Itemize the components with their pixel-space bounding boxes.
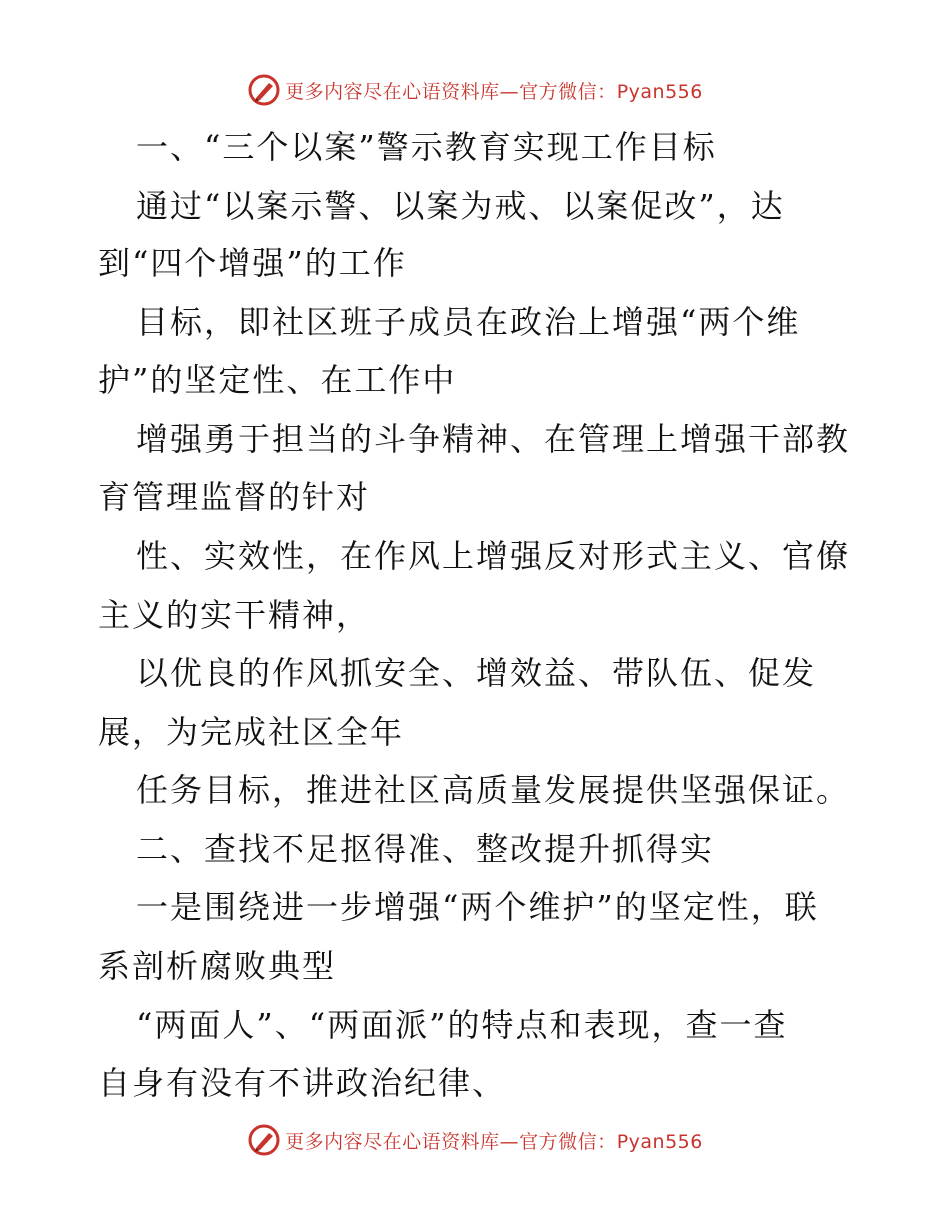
watermark-text: 更多内容尽在心语资料库—官方微信：Pyan556 — [285, 80, 703, 103]
paragraph-line: 主义的实干精神， — [98, 596, 371, 634]
paragraph-line: 到“四个增强”的工作 — [98, 244, 407, 282]
paragraph-line: 增强勇于担当的斗争精神、在管理上增强干部教 — [136, 420, 851, 458]
heading-section-1: 一、“三个以案”警示教育实现工作目标 — [136, 128, 717, 166]
pen-circle-logo-icon — [247, 1123, 281, 1157]
heading-section-2: 二、查找不足抠得准、整改提升抓得实 — [136, 830, 715, 868]
paragraph-line: 通过“以案示警、以案为戒、以案促改”，达 — [136, 187, 785, 225]
paragraph-line: 一是围绕进一步增强“两个维护”的坚定性，联 — [136, 888, 819, 926]
paragraph-line: 性、实效性，在作风上增强反对形式主义、官僚 — [136, 537, 851, 575]
paragraph-line: 系剖析腐败典型 — [98, 947, 337, 985]
footer-watermark — [0, 1120, 950, 1160]
paragraph-line: 任务目标，推进社区高质量发展提供坚强保证。 — [136, 771, 851, 809]
paragraph-line: “两面人”、“两面派”的特点和表现，查一查 — [136, 1006, 788, 1044]
paragraph-line: 自身有没有不讲政治纪律、 — [98, 1064, 507, 1102]
paragraph-line: 目标，即社区班子成员在政治上增强“两个维 — [136, 303, 801, 341]
paragraph-line: 展，为完成社区全年 — [98, 713, 405, 751]
paragraph-line: 以优良的作风抓安全、增效益、带队伍、促发 — [136, 654, 817, 692]
paragraph-line: 育管理监督的针对 — [98, 478, 371, 516]
watermark-text: 更多内容尽在心语资料库—官方微信：Pyan556 — [285, 1130, 703, 1153]
paragraph-line: 护”的坚定性、在工作中 — [98, 361, 457, 399]
